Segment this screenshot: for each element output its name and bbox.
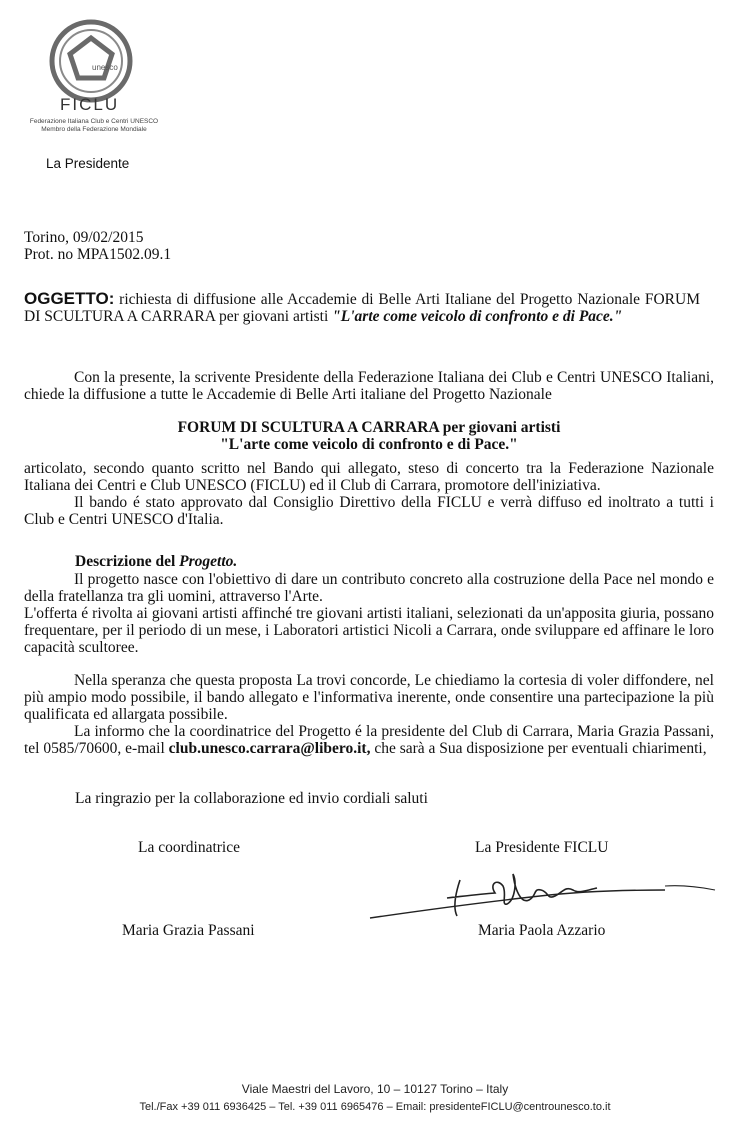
offerta-paragraph: L'offerta é rivolta ai giovani artisti affinché tre giovani artisti italiani, selezionati da un'apposita giuria, possano frequentare, per il periodo di un mese, i Laboratori artistici Nicoli a Carrara, onde sviluppare ed affinare le loro capacità scultoree. [24, 605, 714, 656]
org-name-line2: Membro della Federazione Mondiale [41, 126, 147, 133]
org-acronym: FICLU [60, 95, 120, 114]
description-heading [75, 553, 237, 570]
description-heading-italic: Progetto. [179, 553, 238, 570]
logo-wordmark: unesco [92, 63, 118, 72]
subject-line [24, 290, 700, 325]
bando-paragraph: Il bando é stato approvato dal Consiglio Direttivo della FICLU e verrà diffuso ed inoltrato a tutti i Club e Centri UNESCO d'Italia. [24, 494, 714, 528]
project-title-line2: "L'arte come veicolo di confronto e di Pace." [220, 436, 518, 453]
org-name [24, 118, 164, 134]
informo-text-end: che sarà a Sua disposizione per eventuali chiarimenti, [370, 740, 707, 757]
protocol-number: Prot. no MPA1502.09.1 [24, 246, 172, 263]
unesco-logo-icon [48, 18, 134, 104]
handwritten-signature-icon [365, 860, 725, 930]
project-title-line1: FORUM DI SCULTURA A CARRARA per giovani artisti [177, 419, 561, 436]
progetto-paragraph: Il progetto nasce con l'obiettivo di dare un contributo concreto alla costruzione della Pace nel mondo e della fratellanza tra gli uomini, attraverso l'Arte. [24, 571, 714, 605]
contact-email[interactable]: club.unesco.carrara@libero.it, [168, 740, 371, 757]
closing-thanks: La ringrazio per la collaborazione ed invio cordiali saluti [75, 790, 428, 807]
footer-address: Viale Maestri del Lavoro, 10 – 10127 Torino – Italy [241, 1082, 509, 1096]
coordinator-label: La coordinatrice [138, 839, 240, 856]
letter-date: Torino, 09/02/2015 [24, 229, 144, 246]
informo-paragraph [24, 723, 714, 757]
subject-text: richiesta di diffusione alle Accademie di Belle Arti Italiane del Progetto Nazionale FORUM DI SCULTURA A CARRARA per giovani artisti [24, 291, 700, 325]
president-name: Maria Paola Azzario [478, 922, 606, 939]
subject-quote: "L'arte come veicolo di confronto e di Pace." [332, 308, 623, 325]
project-title [24, 419, 714, 453]
footer-contacts: Tel./Fax +39 011 6936425 – Tel. +39 011 6965476 – Email: presidenteFICLU@centrounesco.to.it [139, 1101, 611, 1113]
org-name-line1: Federazione Italiana Club e Centri UNESCO [29, 118, 159, 125]
subject-label: OGGETTO: [24, 289, 115, 308]
description-heading-text: Descrizione del [75, 553, 180, 570]
president-signature-label: La Presidente FICLU [475, 839, 609, 856]
speranza-paragraph: Nella speranza che questa proposta La trovi concorde, Le chiediamo la cortesia di voler diffondere, nel più ampio modo possibile, il bando allegato e l'informativa inerente, onde consentire una partecipazione la più qualificata ed allargata possibile. [24, 672, 714, 723]
intro-paragraph: Con la presente, la scrivente Presidente della Federazione Italiana dei Club e Centri UNESCO Italiani, chiede la diffusione a tutte le Accademie di Belle Arti italiane del Progetto Nazionale [24, 369, 714, 403]
articolato-paragraph: articolato, secondo quanto scritto nel Bando qui allegato, steso di concerto tra la Federazione Nazionale Italiana dei Centri e Club UNESCO (FICLU) ed il Club di Carrara, promotore dell'iniziativa. [24, 460, 714, 494]
letterhead-president-label: La Presidente [46, 156, 130, 171]
informo-text: La informo che la coordinatrice del Progetto é la presidente del Club di Carrara, Maria Grazia Passani, tel 0585/70600, e-mail [24, 723, 714, 757]
coordinator-name: Maria Grazia Passani [122, 922, 255, 939]
